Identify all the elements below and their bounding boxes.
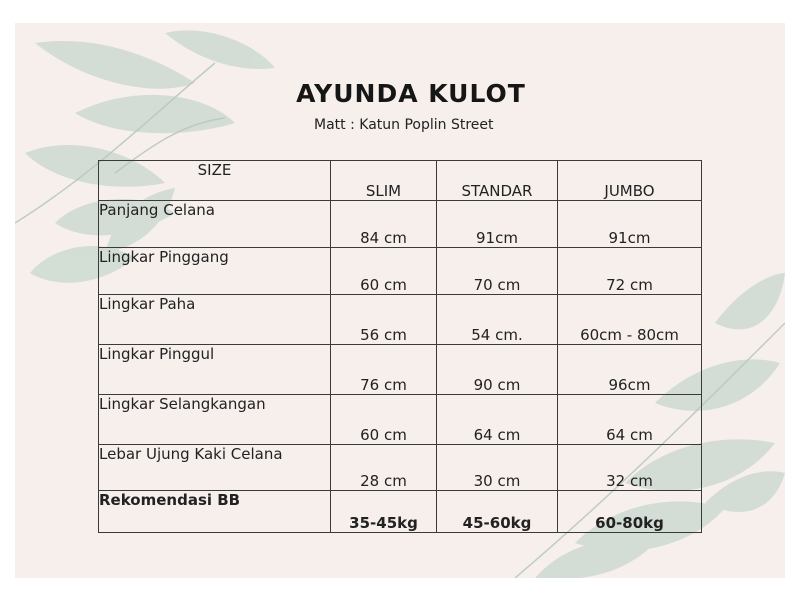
value-jumbo: 72 cm: [558, 248, 702, 295]
value-slim: 35-45kg: [331, 491, 437, 533]
table-row-recommendation: [99, 491, 702, 533]
table-header-row: [99, 161, 702, 201]
value-jumbo: 64 cm: [558, 395, 702, 445]
value-jumbo: 96cm: [558, 345, 702, 395]
table-row: [99, 248, 702, 295]
table-row: [99, 445, 702, 491]
value-slim: 60 cm: [331, 248, 437, 295]
value-slim: 84 cm: [331, 201, 437, 248]
value-standar: 91cm: [437, 201, 558, 248]
value-jumbo: 32 cm: [558, 445, 702, 491]
value-jumbo: 60-80kg: [558, 491, 702, 533]
size-chart-table: [98, 160, 702, 533]
table-row: [99, 395, 702, 445]
header-standar: STANDAR: [437, 161, 558, 201]
value-slim: 56 cm: [331, 295, 437, 345]
row-label: Rekomendasi BB: [99, 491, 331, 533]
value-jumbo: 91cm: [558, 201, 702, 248]
header-jumbo: JUMBO: [558, 161, 702, 201]
value-slim: 28 cm: [331, 445, 437, 491]
value-standar: 54 cm.: [437, 295, 558, 345]
value-standar: 64 cm: [437, 395, 558, 445]
material-subtitle: Matt : Katun Poplin Street: [314, 117, 494, 133]
row-label: Lingkar Selangkangan: [99, 395, 331, 445]
row-label: Panjang Celana: [99, 201, 331, 248]
value-standar: 90 cm: [437, 345, 558, 395]
table-row: [99, 295, 702, 345]
table-row: [99, 201, 702, 248]
value-standar: 30 cm: [437, 445, 558, 491]
table-row: [99, 345, 702, 395]
header-slim: SLIM: [331, 161, 437, 201]
row-label: Lingkar Pinggang: [99, 248, 331, 295]
row-label: Lingkar Paha: [99, 295, 331, 345]
value-jumbo: 60cm - 80cm: [558, 295, 702, 345]
row-label: Lingkar Pinggul: [99, 345, 331, 395]
header-size: SIZE: [99, 161, 331, 201]
value-slim: 60 cm: [331, 395, 437, 445]
value-standar: 70 cm: [437, 248, 558, 295]
value-slim: 76 cm: [331, 345, 437, 395]
value-standar: 45-60kg: [437, 491, 558, 533]
page-title: AYUNDA KULOT: [296, 79, 526, 108]
row-label: Lebar Ujung Kaki Celana: [99, 445, 331, 491]
